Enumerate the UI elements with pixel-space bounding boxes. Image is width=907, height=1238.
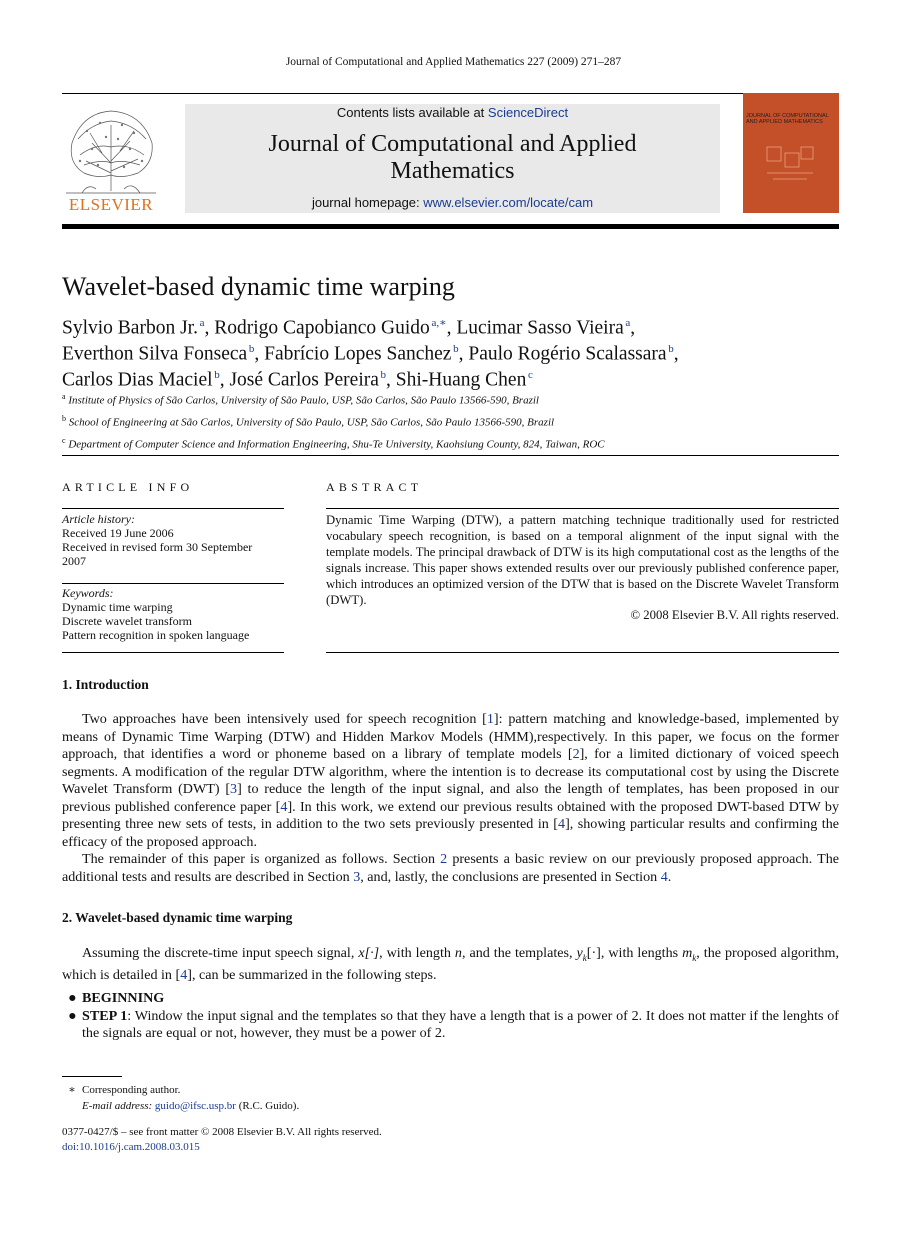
abstract-heading: ABSTRACT [326,480,423,494]
divider [62,508,284,509]
email-link[interactable]: guido@ifsc.usp.br [154,1100,236,1112]
divider [62,583,284,584]
section-1-heading: 1. Introduction [62,677,149,692]
step-label: STEP 1 [82,1007,128,1024]
author-affil-mark[interactable]: b [668,343,674,355]
citation-link[interactable]: 4 [280,798,288,815]
author-affil-mark[interactable]: c [527,369,533,381]
text-run: ] to reduce the length of the input signal, and also the length of templates, has been proposed in our previous published conference paper [ [62,781,839,815]
author-separator: , [254,343,265,365]
article-info-heading: ARTICLE INFO [62,480,194,494]
corresponding-text: Corresponding author. [82,1084,181,1096]
author-list [62,313,842,391]
author-separator: , [446,317,457,339]
journal-title-line2: Mathematics [390,158,515,184]
homepage-prefix: journal homepage: [311,195,424,210]
author-separator: , [458,343,469,365]
elsevier-wordmark: ELSEVIER [68,195,154,214]
revised-date-line2: 2007 [62,554,86,568]
copyright: © 2008 Elsevier B.V. All rights reserved. [630,608,839,622]
affiliation-text: School of Engineering at São Carlos, University of São Paulo, USP, São Carlos, São Paulo 13566-590, Brazil [68,416,555,429]
journal-title-line1: Journal of Computational and Applied [268,131,637,157]
email-label: E-mail address: [82,1100,155,1112]
step-item [62,990,839,1008]
sciencedirect-link[interactable]: ScienceDirect [487,105,569,120]
contents-prefix: Contents lists available at [336,105,488,120]
author-affil-mark[interactable]: a [625,317,631,329]
text-run: ], for a limited dictionary of voiced speech segments. A modification of the regular DTW algorithm, where the intention is to decrease its computational cost by using the Discrete Wavelet Transform (DWT) [ [62,746,839,797]
keyword: Dynamic time warping [62,600,173,614]
text-run: ]. In this work, we extend our previous results obtained with the proposed DWT-based DTW by presenting three new sets of tests, in addition to the two sets previously presented in [ [62,798,840,832]
author-name: Paulo Rogério Scalassara [468,343,667,365]
doi-link[interactable]: doi:10.1016/j.cam.2008.03.015 [62,1141,200,1153]
affiliation-mark: c [62,436,66,446]
bullet-icon: ● [68,990,77,1006]
author-name: Sylvio Barbon Jr. [62,317,198,339]
paragraph [62,851,839,886]
text-run: Assuming the discrete-time input speech signal, [82,945,359,961]
author-separator: , [219,369,230,391]
author-line-1 [62,313,842,339]
text-run: , with lengths [600,945,683,961]
article-title: Wavelet-based dynamic time warping [62,272,455,301]
math-subscript: k [582,952,587,963]
affiliation-mark: a [62,392,66,401]
math-n: n [454,945,462,961]
paragraph [62,945,839,985]
divider [62,652,284,653]
history-label: Article history: [62,512,135,526]
citation-link[interactable]: 1 [486,711,494,727]
footnote-star: ∗ [68,1084,76,1096]
author-affil-mark[interactable]: b [453,343,459,355]
author-name: Rodrigo Capobianco Guido [214,317,430,339]
section-link[interactable]: 2 [440,851,448,867]
front-matter [62,1125,562,1155]
algorithm-steps [62,990,839,1043]
author-affil-mark[interactable]: b [248,343,255,355]
author-affil-mark[interactable]: b [380,369,387,381]
text-run: , the proposed algorithm, which is detailed in [ [62,945,839,984]
received-date: Received 19 June 2006 [62,526,174,540]
header-top-rule [62,93,839,94]
section-link[interactable]: 3 [353,868,361,885]
math-x: x[·] [358,945,380,961]
running-head: Journal of Computational and Applied Mathematics 227 (2009) 271–287 [285,56,622,68]
text-run: , and the templates, [461,945,577,961]
text-run: ], can be summarized in the following steps. [187,967,437,984]
cover-title: JOURNAL OF COMPUTATIONAL AND APPLIED MATHEMATICS [746,113,829,125]
footnote-rule [62,1076,122,1077]
article-history [62,512,284,568]
text-run: The remainder of this paper is organized as follows. Section [82,851,441,867]
affiliation-text: Institute of Physics of São Carlos, University of São Paulo, USP, São Carlos, São Paulo 13566-590, Brazil [68,394,539,407]
affiliation-a [62,388,842,410]
author-separator: , [386,369,396,391]
author-affil-mark[interactable]: a [199,317,205,329]
section-1-body [62,711,839,886]
citation-link[interactable]: 3 [230,781,238,797]
contents-line [185,105,720,120]
affiliations [62,388,842,454]
math-m: m [682,945,693,961]
author-name: Lucimar Sasso Vieira [456,317,624,339]
paragraph [62,711,839,851]
author-name: Everthon Silva Fonseca [62,343,248,365]
affiliation-text: Department of Computer Science and Information Engineering, Shu-Te University, Kaohsiung County, 824, Taiwan, ROC [68,438,605,451]
homepage-link[interactable]: www.elsevier.com/locate/cam [423,195,594,210]
author-separator: , [673,343,679,365]
section-link[interactable]: 4 [660,868,668,885]
citation-link[interactable]: 4 [558,816,566,832]
footnote [62,1082,562,1114]
author-name: José Carlos Pereira [229,369,379,391]
cover-graphic-icon [763,143,819,183]
keyword: Discrete wavelet transform [62,614,192,628]
keywords [62,586,284,642]
step-text: : Window the input signal and the templates so that they have a length that is a power of 2. It does not matter if the lenghts of the signals are equal or not, however, they must be a power of 2. [82,1007,839,1041]
section-2-heading: 2. Wavelet-based dynamic time warping [62,910,293,925]
author-line-2 [62,339,842,365]
step-item [62,1008,839,1043]
affiliation-b [62,410,842,432]
journal-title [185,131,720,185]
author-name: Carlos Dias Maciel [62,369,213,391]
affiliation-mark: b [62,414,66,424]
section-2-body [62,945,839,985]
journal-cover-image [743,93,839,213]
issn-line: 0377-0427/$ – see front matter © 2008 Elsevier B.V. All rights reserved. [62,1126,382,1138]
banner-thick-rule [62,224,839,229]
email-suffix: (R.C. Guido). [235,1100,300,1112]
abstract-text: Dynamic Time Warping (DTW), a pattern matching technique traditionally used for restricted vocabulary speech recognition, is based on a temporal alignment of the input signal with the template models. The principal drawback of DTW is its high computational cost as the lengths of the signals increase. This paper shows extended results over our previously published conference paper, which introduces an optimized version of the DTW that is based on the Discrete Wavelet Transform (DWT). [326,513,839,607]
divider [326,508,839,509]
step-label: BEGINNING [82,990,165,1006]
math-subscript: k [692,952,697,963]
affiliation-c [62,432,842,454]
homepage-line [185,195,720,210]
text-run: , and, lastly, the conclusions are presented in Section [360,868,661,885]
author-affil-mark[interactable]: b [214,369,220,381]
author-separator: , [204,317,215,339]
keywords-label: Keywords: [62,586,114,600]
author-affil-mark[interactable]: a,∗ [431,317,447,329]
text-run: presents a basic review on our previously proposed approach. The additional tests and results are described in Section [62,851,840,885]
text-run: Two approaches have been intensively used for speech recognition [ [82,711,487,727]
text-run: ]: pattern matching and knowledge-based, implemented by means of Dynamic Time Warping (DTW) and Hidden Markov Models (HMM),respectively. In this paper, we focus on the former approach, that identifies a word or phoneme based on a library of template models [ [62,711,839,762]
revised-date-line1: Received in revised form 30 September [62,540,253,554]
math-y: y [576,945,583,961]
citation-link[interactable]: 2 [572,746,580,762]
bullet-icon: ● [68,1007,77,1024]
author-name: Shi-Huang Chen [395,369,527,391]
text-run: . [667,868,672,885]
corresponding-author-note [62,1082,562,1098]
author-separator: , [630,317,636,339]
divider [326,652,839,653]
text-run: ], showing particular results and confirming the efficacy of the proposed approach. [62,816,839,850]
citation-link[interactable]: 4 [180,967,188,984]
author-name: Fabrício Lopes Sanchez [264,343,452,365]
email-note [62,1098,562,1114]
text-run: , with length [379,945,455,961]
math-bracket: [·] [586,945,601,961]
keyword: Pattern recognition in spoken language [62,628,250,642]
divider [62,455,839,456]
